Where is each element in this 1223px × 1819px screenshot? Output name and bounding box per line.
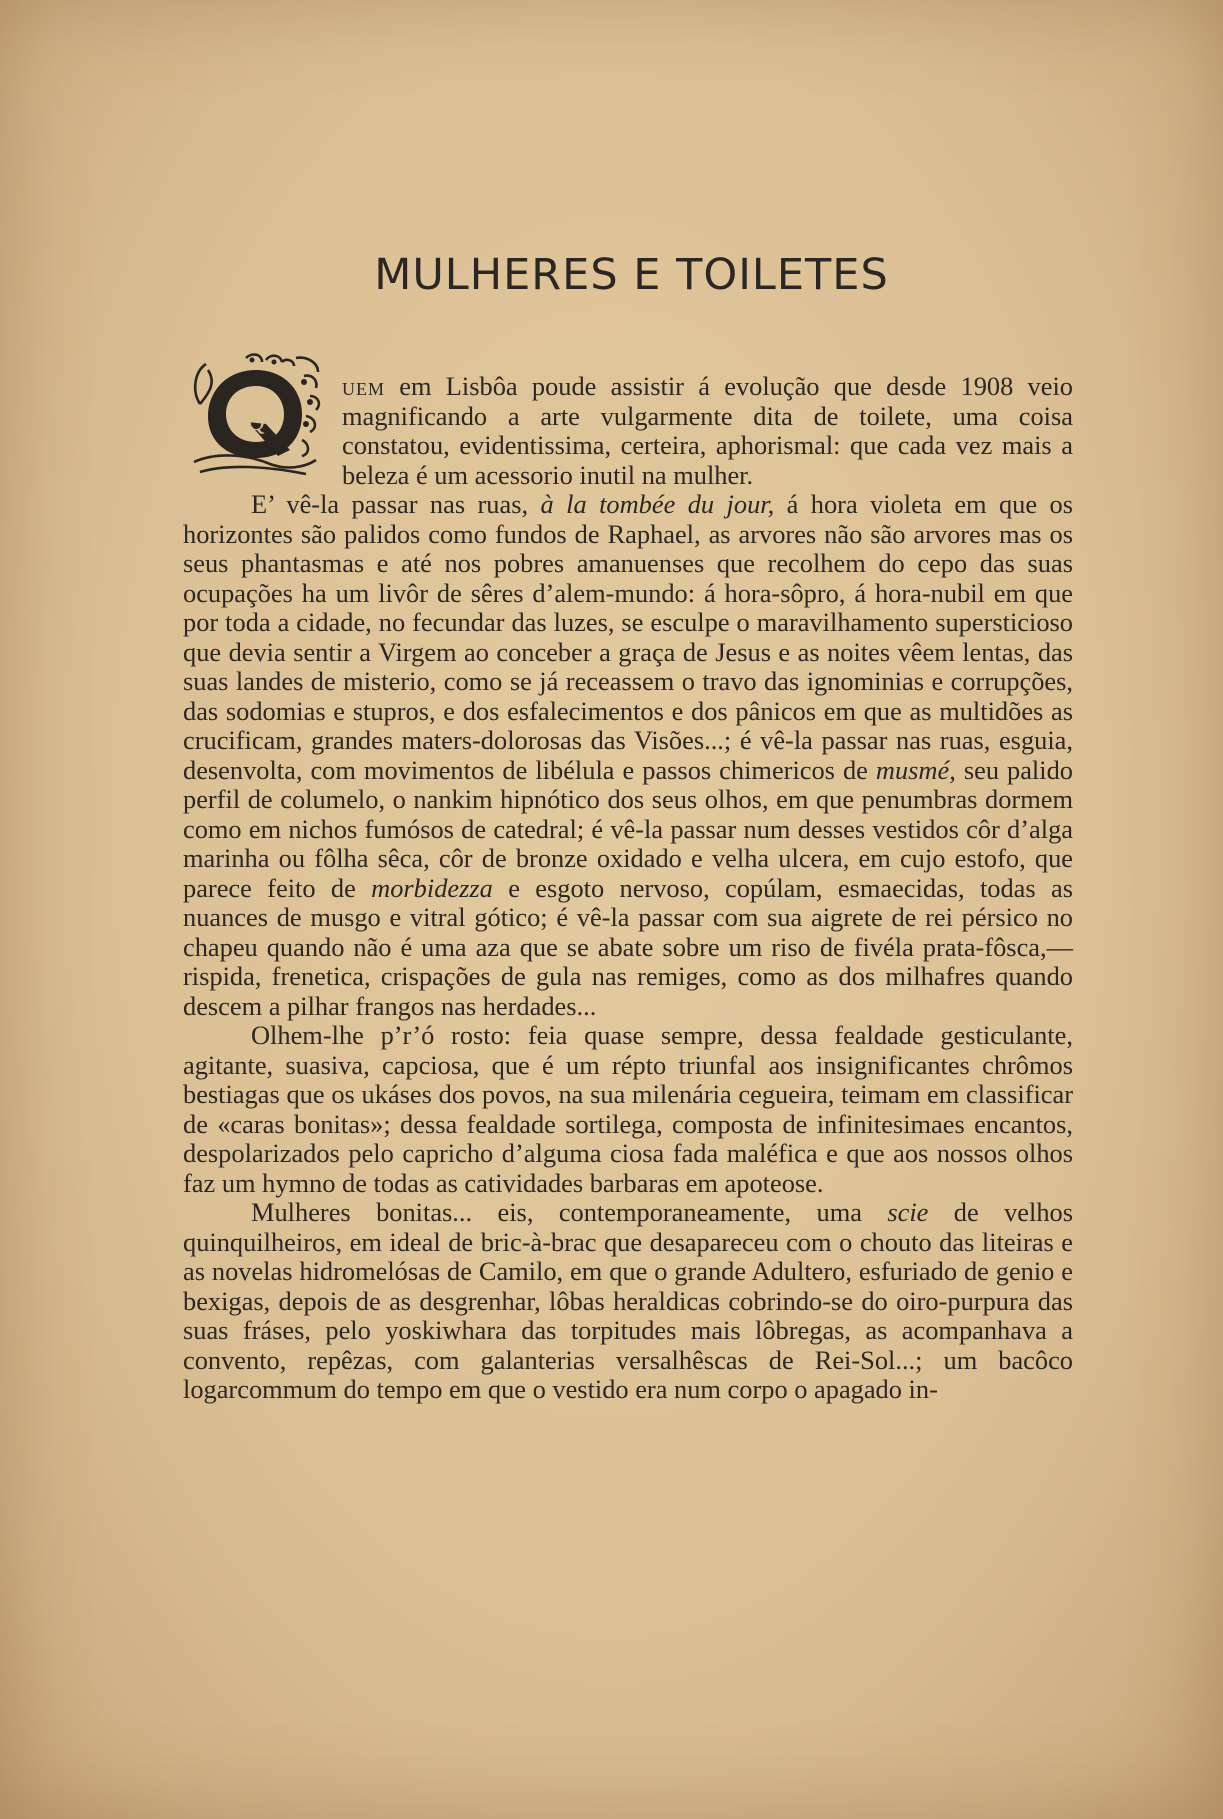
p4-text-c: de velhos quinquilheiros, em ideal de bric-à-brac que desapareceu com o chouto das liteiras e as novelas hidromelósas de Camilo, em que o grande Adultero, esfuriado de genio e bexigas, depois de as desgrenhar, lôbas heraldicas cobrindo-se do oiro-purpura das suas fráses, pelo yoskiwhara das torpitudes mais lôbregas, as acompanhava a convento, repêzas, com galanterias versalhêscas de Rei-Sol...; um bacôco logarcommum do tempo em que o vestido era num corpo o apagado in- xyxy=(183,1197,1073,1404)
p2-text-g: e esgoto nervoso, copúlam, esmaecidas, todas as nuances de musgo e vitral gótico; é vê-la passar com sua aigrete de rei pérsico no chapeu quando não é uma aza que se abate sobre um riso de fivéla prata-fôsca,—rispida, frenetica, crispações de gula nas remiges, como as dos milhafres quando descem a pilhar frangos nas herdades... xyxy=(183,872,1073,1021)
dropcap-ornament-icon xyxy=(186,352,328,480)
p2-italic-phrase: à la tombée du jour, xyxy=(540,489,775,519)
body-text xyxy=(183,372,1073,1405)
paragraph-2 xyxy=(183,490,1073,1021)
paragraph-1 xyxy=(183,372,1073,490)
paragraph-1-text: em Lisbôa poude assistir á evolução que desde 1908 veio magnificando a arte vulgarmente dita de toilete, uma coisa constatou, evidentissima, certeira, aphorismal: que cada vez mais a beleza é um acessorio inutil na mulher. xyxy=(342,371,1073,490)
p2-text-c: á hora violeta em que os horizontes são palidos como fundos de Raphael, as arvores não são arvores mas os seus phantasmas e até nos pobres amanuenses que recolhem do cepo das suas ocupações ha um livôr de sêres d’alem-mundo: á hora-sôpro, á hora-nubil em que por toda a cidade, no fecundar das luzes, se esculpe o maravilhamento supersticioso que devia sentir a Virgem ao conceber a graça de Jesus e as noites vêem lentas, das suas landes de misterio, como se já receassem o travo das ignominias e corrupções, das sodomias e stupros, e dos esfalecimentos e dos pânicos em que as multidões as crucificam, grandes maters-dolorosas das Visões...; é vê-la passar nas ruas, esguia, desenvolta, com movimentos de libélula e passos chimericos de xyxy=(183,489,1073,785)
paragraph-3: Olhem-lhe p’r’ó rosto: feia quase sempre, dessa fealdade gesticulante, agitante, suasiva, capciosa, que é um répto triunfal aos insignificantes chrômos bestiagas que os ukáses dos povos, na sua milenária cegueira, teimam em classificar de «caras bonitas»; dessa fealdade sortilega, composta de infinitesimaes encantos, despolarizados pelo capricho d’alguma ciosa fada maléfica e que aos nossos olhos faz um hymno de todas as catividades barbaras em apoteose. xyxy=(183,1020,1073,1198)
first-word: uem xyxy=(342,371,385,401)
p2-italic-musme: musmé, xyxy=(875,754,956,785)
ornamental-dropcap xyxy=(186,352,328,470)
p4-italic-scie: scie xyxy=(887,1197,929,1227)
p2-text-e: seu palido perfil de columelo, o nankim hipnótico dos seus olhos, em que penumbras dormem como em nichos fumósos de catedral; é vê-la passar num desses vestidos côr d’alga marinha ou fôlha sêca, côr de bronze oxidado e velha ulcera, em cujo estofo, que parece feito de xyxy=(183,754,1073,903)
paragraph-4 xyxy=(183,1198,1073,1405)
p4-text-a: Mulheres bonitas... eis, contemporaneamente, uma xyxy=(251,1197,888,1227)
p2-italic-morbidezza: morbidezza xyxy=(371,872,493,903)
svg-text:Q: Q xyxy=(247,410,265,436)
chapter-title: MULHERES E TOILETES xyxy=(374,250,889,300)
p2-text-a: E’ vê-la passar nas ruas, xyxy=(251,489,541,519)
